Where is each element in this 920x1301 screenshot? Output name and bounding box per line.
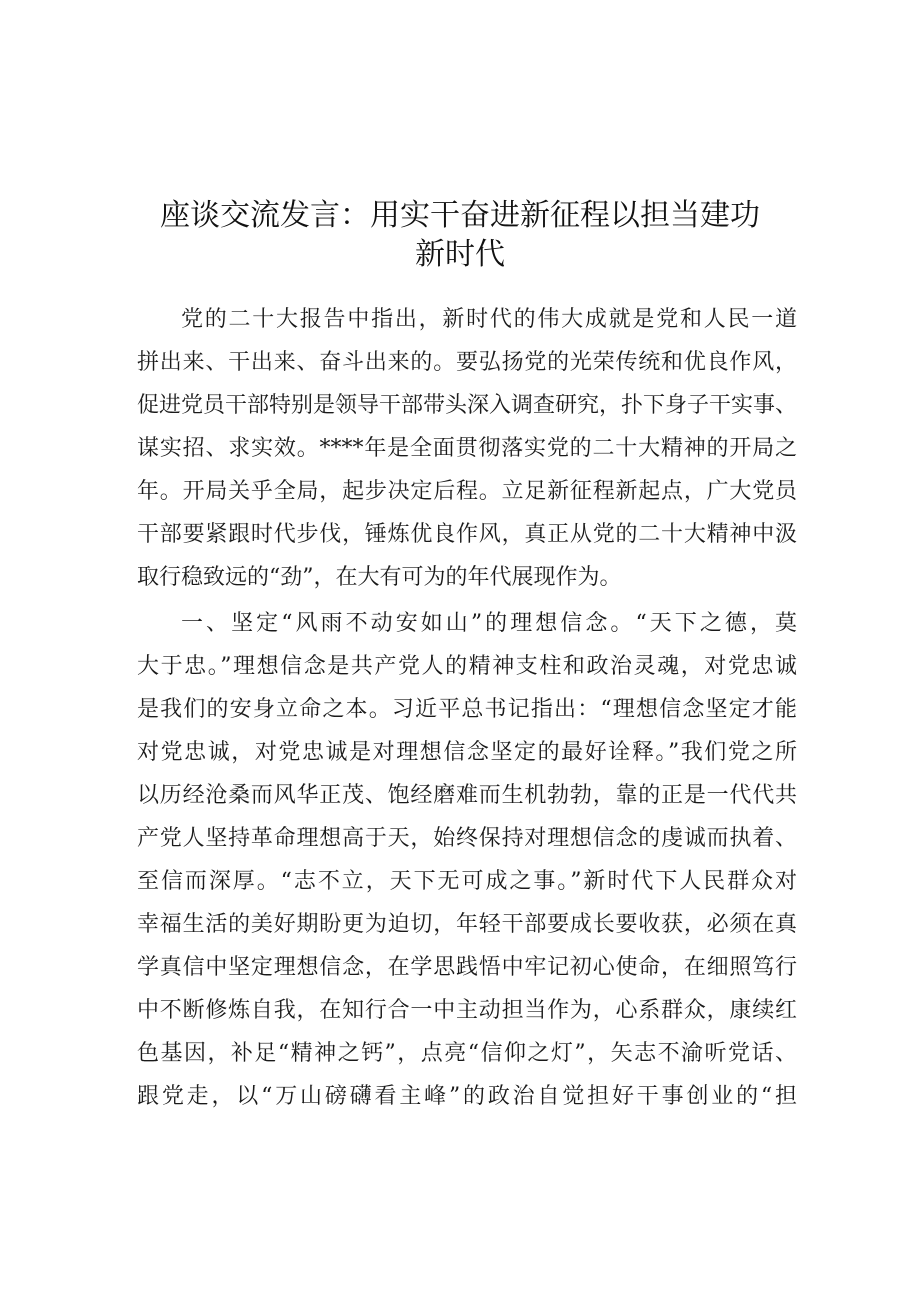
paragraph-line: 年。开局关乎全局，起步决定后程。立足新征程新起点，广大党员 [137, 479, 797, 504]
paragraph-line: 一、坚定“风雨不动安如山”的理想信念。“天下之德，莫 [181, 611, 797, 636]
paragraph-line: 促进党员干部特别是领导干部带头深入调查研究，扑下身子干实事、 [137, 393, 798, 418]
paragraph-line: 中不断修炼自我，在知行合一中主动担当作为，心系群众，康续红 [137, 998, 797, 1023]
paragraph-line: 取行稳致远的“劲”，在大有可为的年代展现作为。 [137, 565, 622, 590]
paragraph-line: 党的二十大报告中指出，新时代的伟大成就是党和人民一道 [181, 307, 797, 332]
paragraph-line: 产党人坚持革命理想高于天，始终保持对理想信念的虔诚而执着、 [137, 826, 797, 851]
document-title-line-2: 新时代 [415, 237, 505, 272]
paragraph-line: 拼出来、干出来、奋斗出来的。要弘扬党的光荣传统和优良作风， [137, 350, 797, 375]
paragraph-line: 至信而深厚。“志不立，天下无可成之事。”新时代下人民群众对 [137, 869, 797, 894]
paragraph-line: 干部要紧跟时代步伐，锤炼优良作风，真正从党的二十大精神中汲 [137, 522, 797, 547]
paragraph-line: 对党忠诚，对党忠诚是对理想信念坚定的最好诠释。”我们党之所 [137, 740, 797, 765]
paragraph-line: 幸福生活的美好期盼更为迫切，年轻干部要成长要收获，必须在真 [137, 912, 797, 937]
paragraph-line: 色基因，补足“精神之钙”，点亮“信仰之灯”，矢志不渝听党话、 [137, 1041, 797, 1066]
paragraph-line: 谋实招、求实效。****年是全面贯彻落实党的二十大精神的开局之 [137, 436, 797, 461]
paragraph-line: 跟党走，以“万山磅礴看主峰”的政治自觉担好干事创业的“担 [137, 1084, 797, 1109]
paragraph-line: 是我们的安身立命之本。习近平总书记指出：“理想信念坚定才能 [137, 697, 797, 722]
paragraph-line: 学真信中坚定理想信念，在学思践悟中牢记初心使命，在细照笃行 [137, 955, 797, 980]
document-title-line-1: 座谈交流发言：用实干奋进新征程以担当建功 [160, 198, 760, 233]
paragraph-line: 大于忠。”理想信念是共产党人的精神支柱和政治灵魂，对党忠诚 [137, 654, 797, 679]
paragraph-line: 以历经沧桑而风华正茂、饱经磨难而生机勃勃，靠的正是一代代共 [137, 783, 797, 808]
